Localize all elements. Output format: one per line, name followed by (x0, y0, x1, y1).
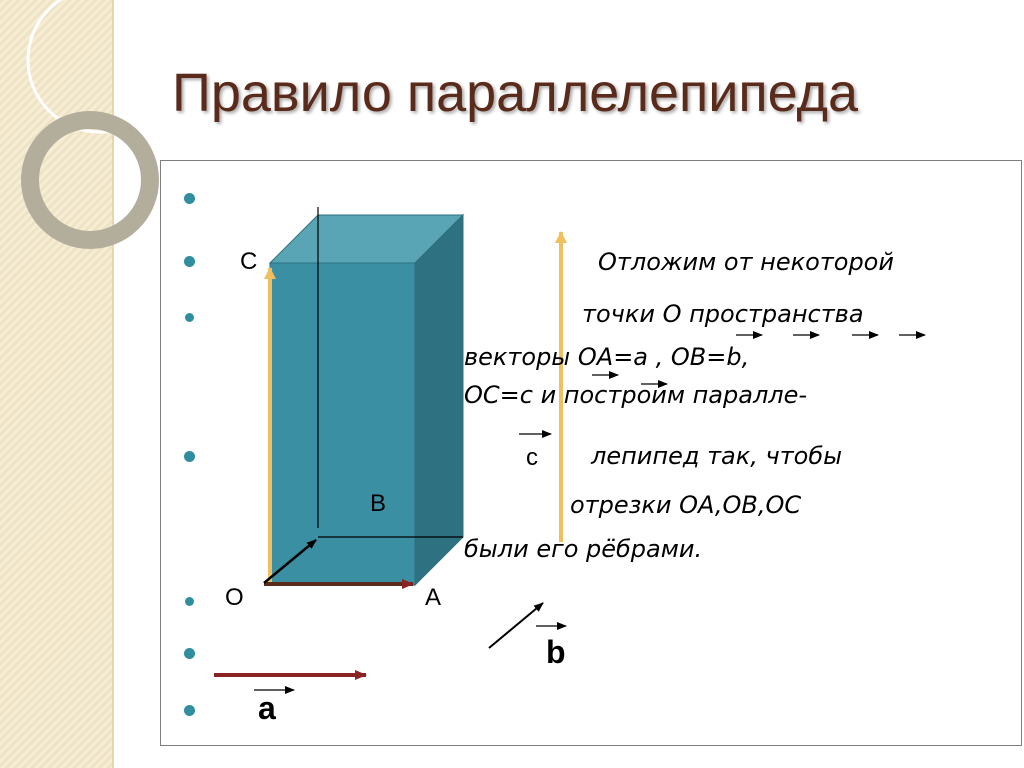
text-line-7: были его рёбрами. (464, 535, 703, 563)
label-vector-a: a (258, 690, 276, 726)
text-line-3: векторы OA=a , OB=b, (464, 343, 750, 371)
label-point-b: B (370, 490, 387, 517)
text-line-6: отрезки OA,OB,OC (570, 491, 802, 519)
text-line-5: лепипед так, чтобы (591, 442, 843, 470)
label-point-o: O (225, 584, 244, 611)
page-title: Правило параллелепипеда (172, 63, 859, 123)
label-vector-b: b (546, 634, 566, 670)
text-line-2: точки O пространства (582, 300, 864, 328)
label-point-c: C (240, 248, 258, 275)
label-vector-c: c (526, 444, 538, 471)
label-point-a: A (425, 584, 442, 611)
vector-b (489, 603, 543, 648)
text-line-4: OC=c и построим паралле- (464, 381, 808, 409)
box-right-face (415, 215, 463, 585)
text-line-1: Отложим от некоторой (598, 248, 894, 276)
